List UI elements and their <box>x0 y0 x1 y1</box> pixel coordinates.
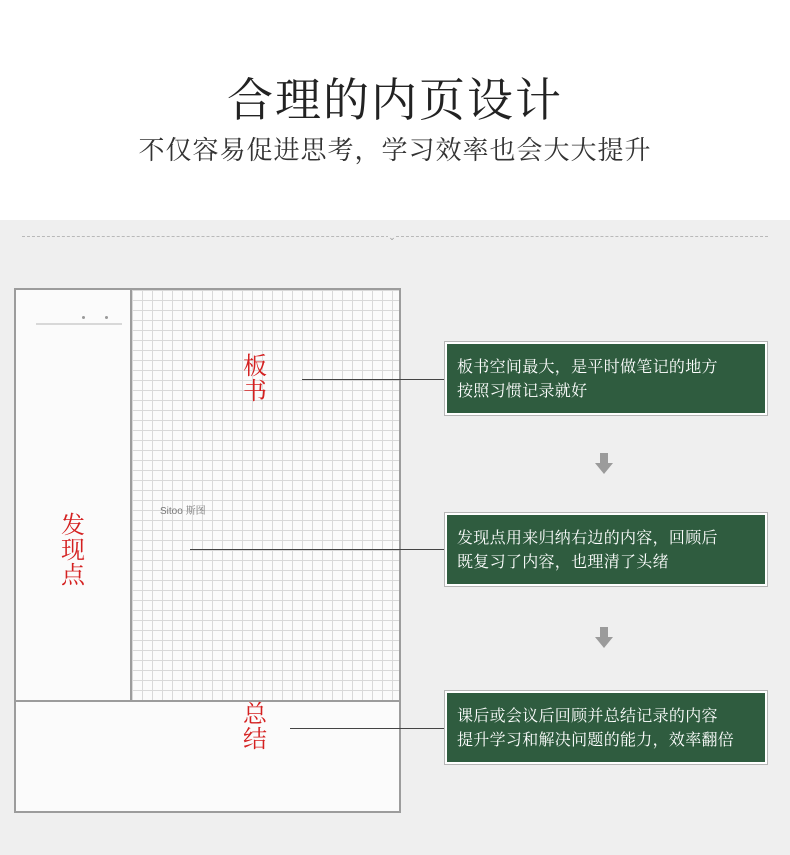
summary-leader-line <box>290 728 447 729</box>
summary-label-char: 总 <box>243 700 267 728</box>
header <box>0 0 790 220</box>
summary-callout <box>445 691 767 764</box>
summary-label-char: 结 <box>243 725 267 753</box>
callout-text: 课后或会议后回顾并总结记录的内容 <box>457 706 718 725</box>
divider-notch-icon: ⌄ <box>388 233 396 243</box>
cue-column <box>16 290 132 700</box>
notes-label-char: 板 <box>243 352 267 380</box>
callout-text: 既复习了内容，也理清了头绪 <box>457 552 669 571</box>
notes-label-char: 书 <box>243 377 267 405</box>
date-dot <box>105 316 108 319</box>
arrow-down-icon <box>595 453 613 475</box>
summary-label <box>242 702 268 752</box>
cue-label-char: 发 <box>61 511 85 539</box>
date-dot <box>82 316 85 319</box>
notes-label <box>242 354 268 404</box>
cue-label <box>60 513 86 588</box>
page-title: 合理的内页设计 <box>227 73 563 127</box>
callout-text: 按照习惯记录就好 <box>457 381 588 400</box>
summary-area <box>16 700 399 811</box>
callout-text: 提升学习和解决问题的能力，效率翻倍 <box>457 730 735 749</box>
date-line <box>36 323 122 325</box>
cue-label-char: 点 <box>61 561 85 589</box>
cue-label-char: 现 <box>61 536 85 564</box>
notes-leader-line <box>302 379 447 380</box>
cue-leader-line <box>190 549 447 550</box>
callout-text: 板书空间最大，是平时做笔记的地方 <box>457 357 718 376</box>
page-subtitle: 不仅容易促进思考，学习效率也会大大提升 <box>138 136 652 166</box>
arrow-down-icon <box>595 627 613 649</box>
cue-callout <box>445 513 767 586</box>
notes-callout <box>445 342 767 415</box>
callout-text: 发现点用来归纳右边的内容，回顾后 <box>457 528 718 547</box>
brand-logo: Sitoo 斯图 <box>160 506 206 517</box>
